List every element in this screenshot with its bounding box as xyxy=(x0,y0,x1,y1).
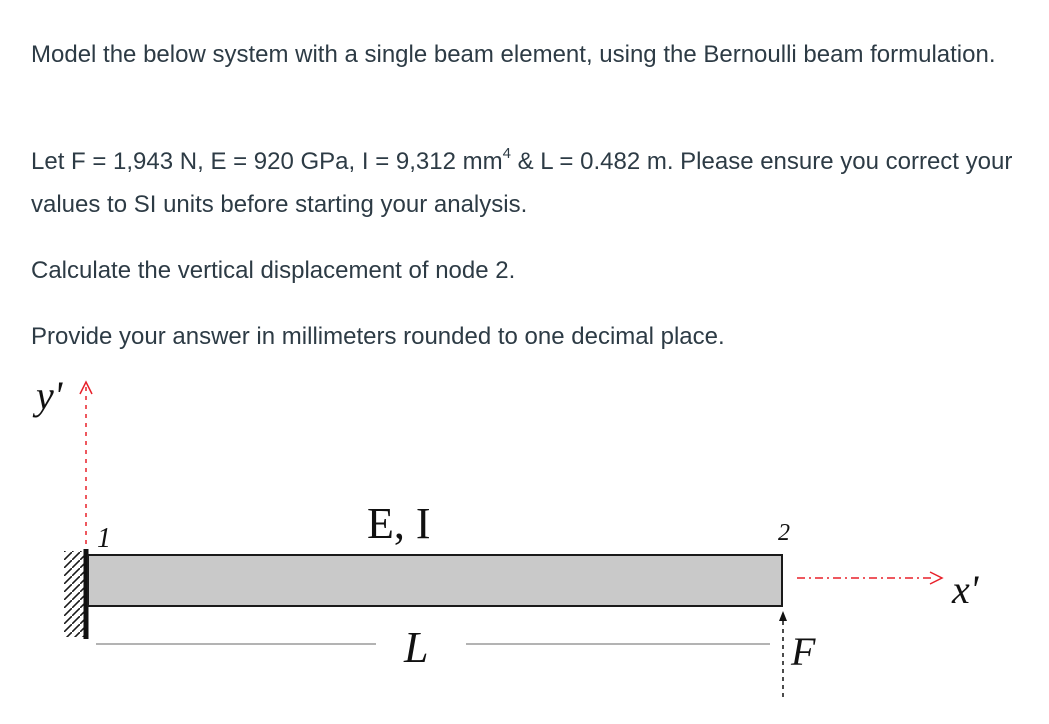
node-2-label: 2 xyxy=(778,520,790,546)
applied-force xyxy=(779,611,816,697)
question-task: Calculate the vertical displacement of node 2. xyxy=(31,257,516,284)
y-axis xyxy=(32,373,92,553)
given-prefix: Let F = 1,943 N, E = 920 GPa, I = 9,312 mm xyxy=(31,148,503,175)
answer-instructions: Provide your answer in millimeters rounded to one decimal place. xyxy=(31,323,725,350)
beam-properties-label: E, I xyxy=(367,499,431,548)
node-1-label: 1 xyxy=(97,523,111,554)
force-label: F xyxy=(791,629,816,674)
given-suffix: & L = 0.482 m. Please ensure you correct your values to SI units before starting your analysis. xyxy=(31,148,1013,218)
y-axis-label: y' xyxy=(36,373,63,418)
question-given-values xyxy=(31,140,1031,226)
x-axis-label: x' xyxy=(952,567,979,612)
cantilever-beam-diagram xyxy=(0,360,1049,724)
support-hatching xyxy=(64,551,84,637)
given-exponent: 4 xyxy=(502,145,511,162)
length-dimension xyxy=(96,623,770,672)
length-label: L xyxy=(404,623,429,672)
x-axis xyxy=(797,567,980,612)
fixed-support xyxy=(64,549,86,639)
force-arrowhead xyxy=(779,611,787,621)
x-axis-arrowhead xyxy=(930,572,942,584)
beam-element xyxy=(88,555,782,606)
question-intro: Model the below system with a single beam element, using the Bernoulli beam formulation. xyxy=(31,41,996,68)
